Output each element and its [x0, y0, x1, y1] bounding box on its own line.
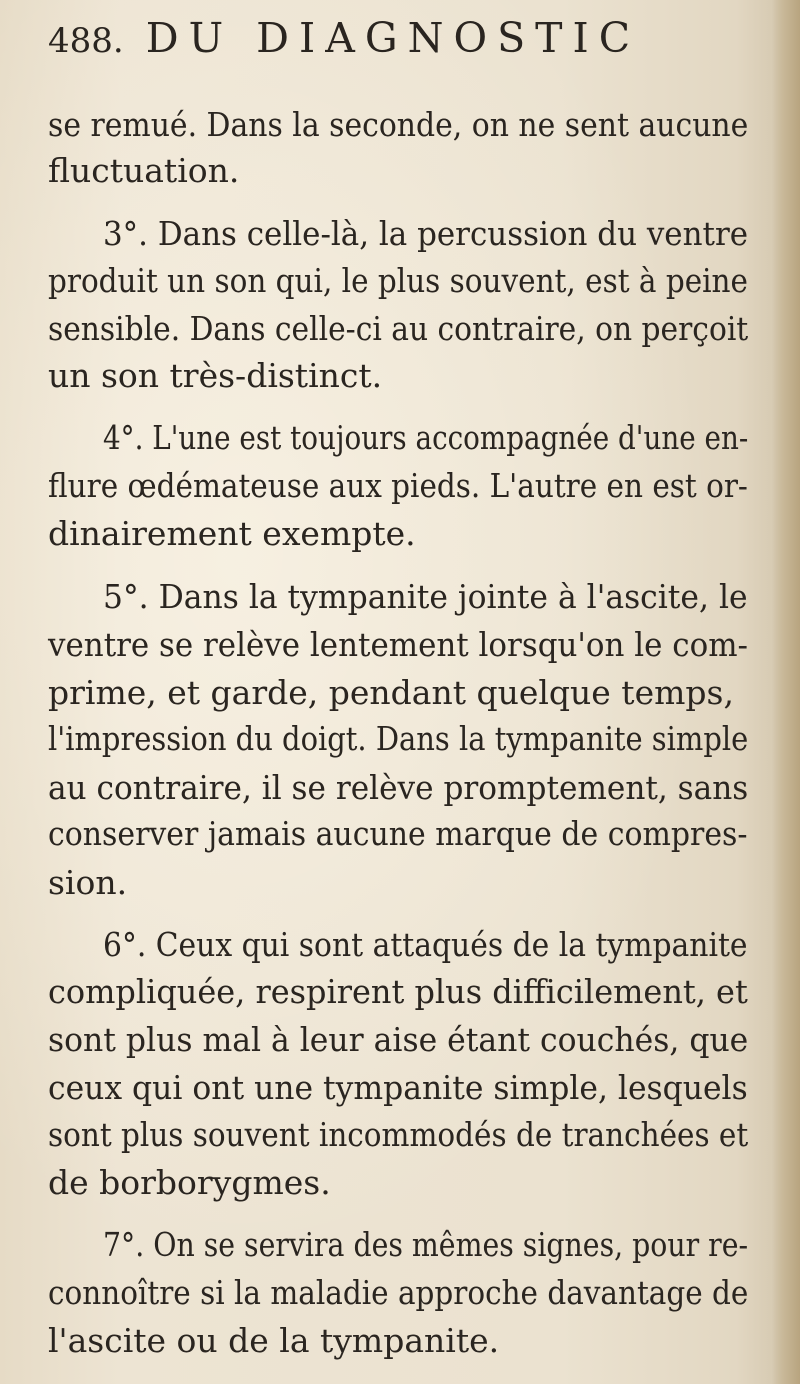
page-edge-shadow	[772, 0, 800, 1384]
text-line: fluctuation.	[48, 151, 240, 190]
text-line: sion.	[48, 863, 128, 902]
running-title: DU DIAGNOSTIC	[145, 14, 641, 62]
text-line: conserver jamais aucune marque de compres-	[48, 814, 748, 853]
text-line: au contraire, il se relève promptement, sans	[48, 768, 749, 807]
text-line: 5°. Dans la tympanite jointe à l'ascite, le	[103, 577, 748, 616]
text-line: 7°. On se servira des mêmes signes, pour re-	[103, 1225, 749, 1264]
text-line: sont plus souvent incommodés de tranchées et	[48, 1115, 749, 1154]
text-line: compliquée, respirent plus difficilement, et	[48, 972, 748, 1011]
running-header	[48, 14, 640, 62]
text-line: prime, et garde, pendant quelque temps,	[48, 673, 734, 712]
text-line: 3°. Dans celle-là, la percussion du ventre	[103, 214, 749, 253]
text-line: l'ascite ou de la tympanite.	[48, 1321, 500, 1360]
text-line: sont plus mal à leur aise étant couchés, que	[48, 1020, 749, 1059]
text-line: 6°. Ceux qui sont attaqués de la tympanite	[103, 925, 748, 964]
text-line: de borborygmes.	[48, 1163, 331, 1202]
text-line: produit un son qui, le plus souvent, est à peine	[48, 261, 748, 300]
text-line: flure œdémateuse aux pieds. L'autre en est or-	[48, 466, 748, 505]
page-number: 488.	[48, 21, 124, 61]
text-line: se remué. Dans la seconde, on ne sent aucune	[48, 105, 749, 144]
text-line: 4°. L'une est toujours accompagnée d'une en-	[103, 418, 749, 457]
text-line: ventre se relève lentement lorsqu'on le com-	[48, 625, 749, 664]
text-line: un son très-distinct.	[48, 356, 383, 395]
text-line: connoître si la maladie approche davantage de	[48, 1273, 749, 1312]
text-line: ceux qui ont une tympanite simple, lesquels	[48, 1068, 748, 1107]
text-line: l'impression du doigt. Dans la tympanite simple	[48, 719, 749, 758]
text-line: dinairement exempte.	[48, 514, 416, 553]
text-line: sensible. Dans celle-ci au contraire, on perçoit	[48, 309, 749, 348]
